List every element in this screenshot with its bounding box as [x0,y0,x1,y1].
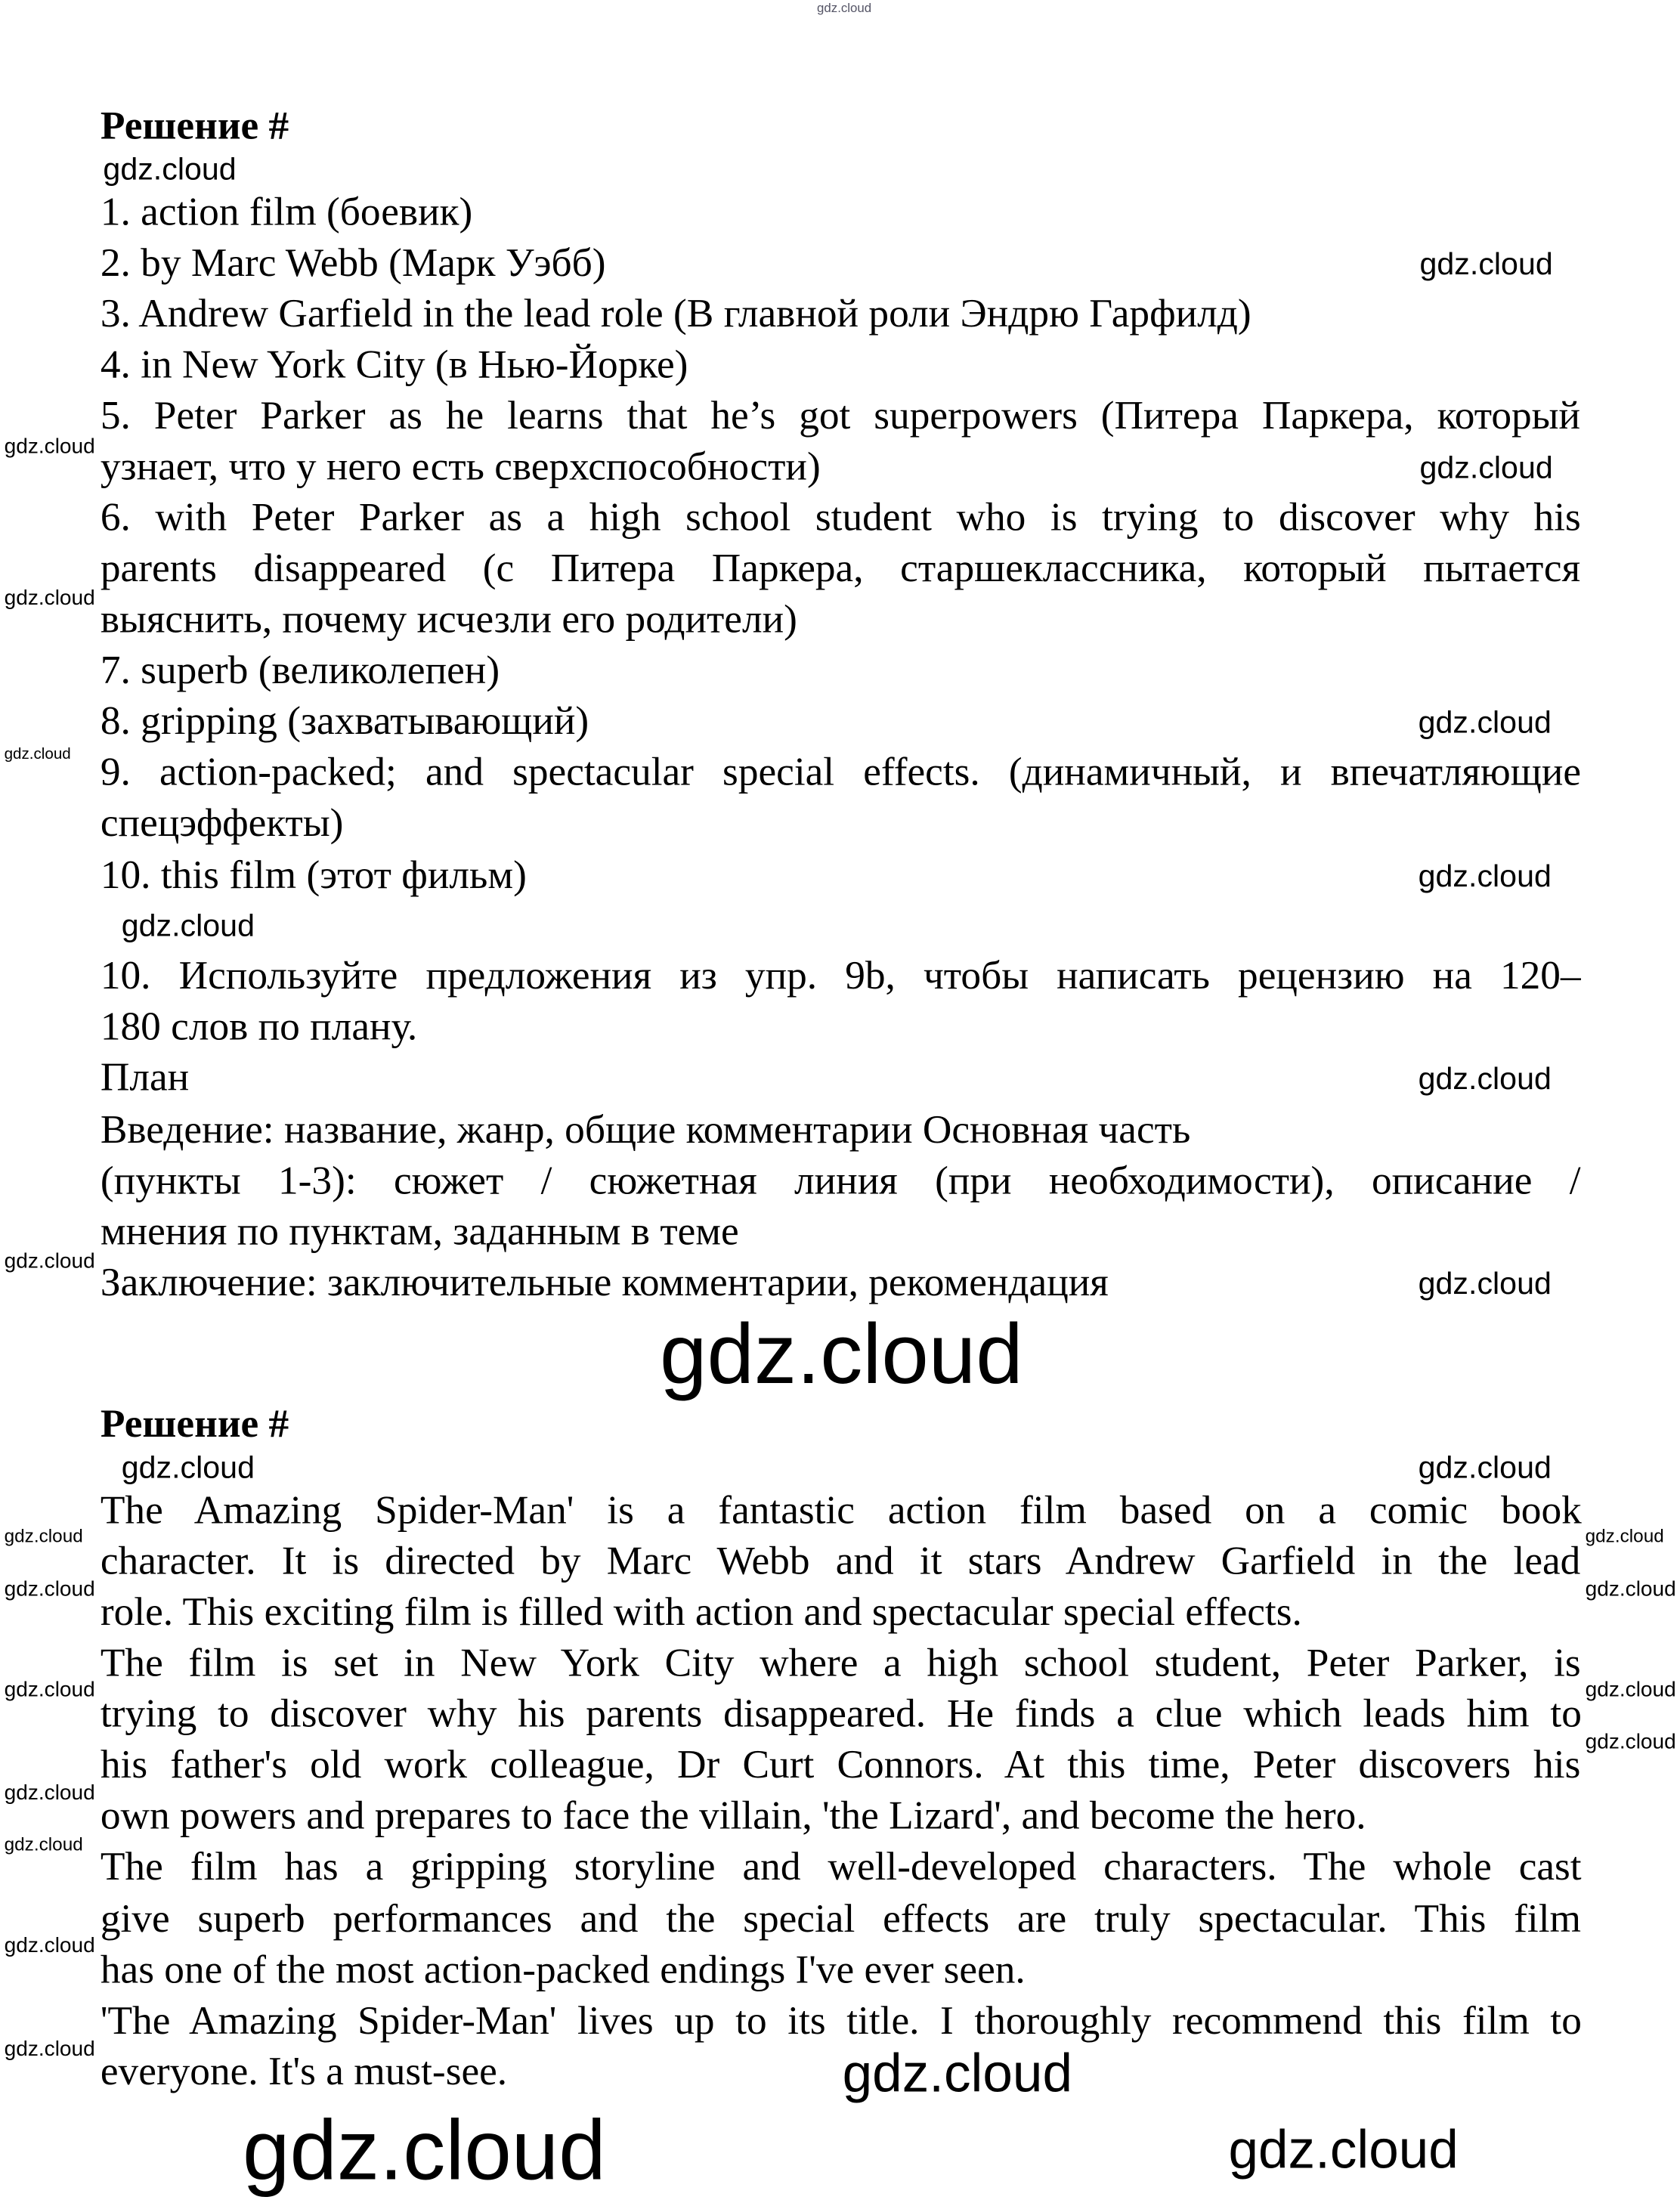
watermark: gdz.cloud [1585,1678,1676,1702]
watermark: gdz.cloud [4,2037,95,2062]
answer-line: 7. superb (великолепен) [100,648,500,693]
review-line: The film has a gripping storyline and well-developed characters. The whole cast [100,1845,1582,1889]
review-line: trying to discover why his parents disappeared. He finds a clue which leads him to [100,1692,1582,1737]
answer-line: 5. Peter Parker as he learns that he’s got superpowers (Питера Паркера, который [100,394,1581,439]
answer-line: узнает, что у него есть сверхспособности) [100,445,821,490]
watermark: gdz.cloud [121,1449,255,1485]
watermark: gdz.cloud [121,908,255,944]
answer-line: 10. this film (этот фильм) [100,854,527,899]
answer-line: выяснить, почему исчезли его родители) [100,598,797,642]
watermark: gdz.cloud [4,1781,95,1805]
review-line: give superb performances and the special effects are truly spectacular. This film [100,1898,1582,1942]
watermark: gdz.cloud [243,2102,606,2198]
task-line: План [100,1056,190,1100]
watermark: gdz.cloud [1585,1577,1676,1602]
task-line: Введение: название, жанр, общие комментарии Основная часть [100,1109,1191,1153]
watermark: gdz.cloud [1418,1265,1552,1301]
watermark: gdz.cloud [1418,704,1552,740]
watermark: gdz.cloud [1418,1449,1552,1485]
answer-line: 1. action film (боевик) [100,190,473,235]
section-2-heading: Решение # [100,1403,289,1447]
watermark: gdz.cloud [817,0,872,15]
answer-line: 8. gripping (захватывающий) [100,700,589,744]
watermark: gdz.cloud [842,2044,1072,2105]
task-line: Заключение: заключительные комментарии, рекомендация [100,1261,1109,1306]
watermark: gdz.cloud [4,586,95,611]
watermark: gdz.cloud [4,1249,95,1274]
review-line: everyone. It's a must-see. [100,2050,508,2095]
review-line: role. This exciting film is filled with action and spectacular special effects. [100,1591,1302,1635]
answer-line: 4. in New York City (в Нью-Йорке) [100,343,688,388]
answer-line: 6. with Peter Parker as a high school student who is trying to discover why his [100,496,1581,540]
answer-line: 2. by Marc Webb (Марк Уэбб) [100,241,606,286]
answer-line: 9. action-packed; and spectacular special effects. (динамичный, и впечатляющие [100,750,1582,795]
watermark: gdz.cloud [4,746,71,763]
watermark: gdz.cloud [1585,1525,1664,1547]
watermark: gdz.cloud [1228,2121,1459,2181]
review-line: character. It is directed by Marc Webb and it stars Andrew Garfield in the lead [100,1539,1581,1584]
watermark: gdz.cloud [1585,1730,1676,1755]
watermark: gdz.cloud [1419,246,1553,282]
review-line: The film is set in New York City where a high school student, Peter Parker, is [100,1641,1581,1686]
watermark: gdz.cloud [1418,858,1552,894]
answer-line: спецэффекты) [100,801,344,846]
watermark: gdz.cloud [1418,1060,1552,1097]
task-line: 180 слов по плану. [100,1005,418,1050]
watermark: gdz.cloud [1419,450,1553,485]
watermark: gdz.cloud [4,1678,95,1702]
task-line: мнения по пунктам, заданным в теме [100,1210,739,1255]
answer-line: 3. Andrew Garfield in the lead role (В главной роли Эндрю Гарфилд) [100,292,1251,337]
watermark: gdz.cloud [660,1306,1023,1402]
section-1-heading: Решение # [100,104,289,149]
answer-line: parents disappeared (с Питера Паркера, старшеклассника, который пытается [100,547,1581,592]
task-line: 10. Используйте предложения из упр. 9b, чтобы написать рецензию на 120– [100,955,1581,999]
review-line: The Amazing Spider-Man' is a fantastic action film based on a comic book [100,1489,1582,1533]
task-line: (пункты 1-3): сюжет / сюжетная линия (при необходимости), описание / [100,1159,1581,1204]
watermark: gdz.cloud [4,435,95,459]
review-line: 'The Amazing Spider-Man' lives up to its title. I thoroughly recommend this film to [100,1999,1582,2044]
review-line: own powers and prepares to face the villain, 'the Lizard', and become the hero. [100,1794,1366,1839]
watermark: gdz.cloud [103,151,237,187]
review-line: his father's old work colleague, Dr Curt Connors. At this time, Peter discovers his [100,1744,1581,1788]
watermark: gdz.cloud [4,1833,83,1855]
review-line: has one of the most action-packed endings I've ever seen. [100,1948,1026,1993]
watermark: gdz.cloud [4,1525,83,1547]
watermark: gdz.cloud [4,1577,95,1602]
watermark: gdz.cloud [4,1933,95,1958]
